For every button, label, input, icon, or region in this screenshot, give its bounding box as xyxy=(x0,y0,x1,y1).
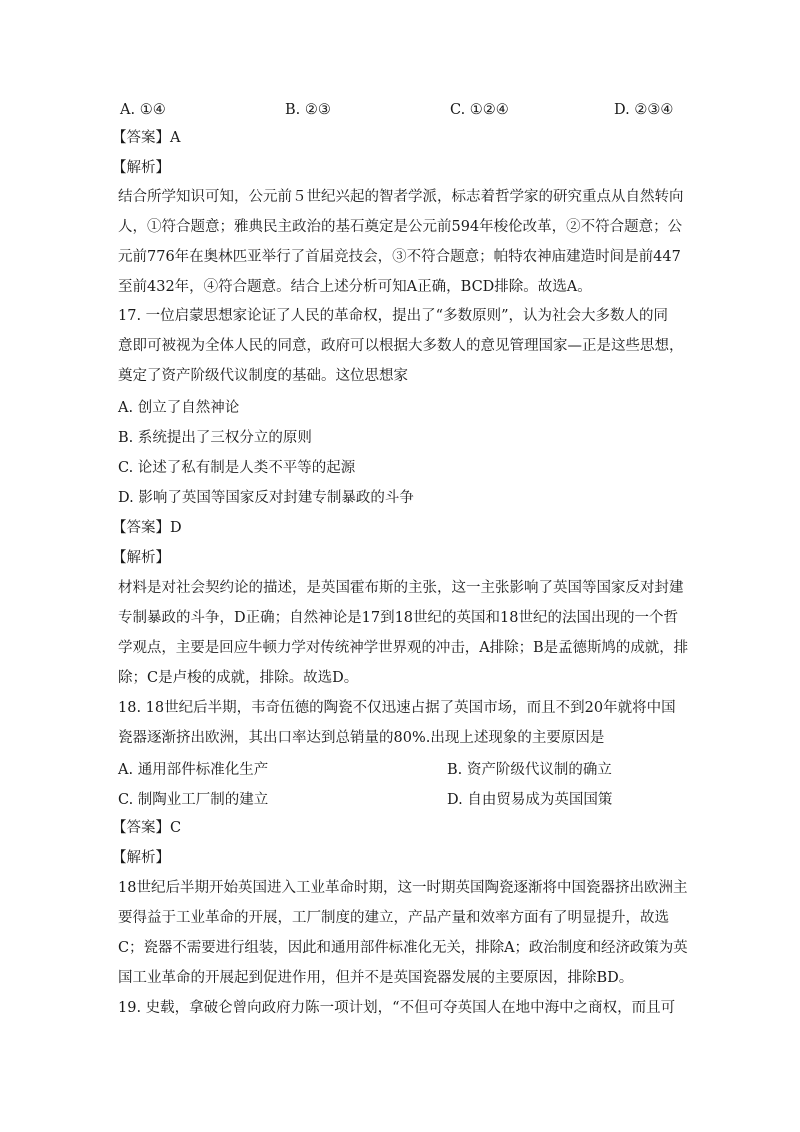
q16-option-b: B. ②③ xyxy=(285,102,331,118)
q18-option-a: A. 通用部件标准化生产 xyxy=(118,762,269,778)
q18-analysis-line: 18世纪后半期开始英国进入工业革命时期，这一时期英国陶瓷逐渐将中国瓷器挤出欧洲主 xyxy=(118,880,688,896)
q18-analysis-line: 国工业革命的开展起到促进作用，但并不是英国瓷器发展的主要原因，排除BD。 xyxy=(118,970,634,986)
q18-answer: 【答案】C xyxy=(112,820,182,836)
q18-analysis-line: 要得益于工业革命的开展，工厂制度的建立，产品产量和效率方面有了明显提升，故选 xyxy=(118,910,669,926)
q16-analysis-line: 元前776年在奥林匹亚举行了首届竞技会，③不符合题意；帕特农神庙建造时间是前447 xyxy=(118,249,681,265)
q17-option-a: A. 创立了自然神论 xyxy=(118,400,240,416)
q17-analysis-line: 专制暴政的斗争，D正确；自然神论是17到18世纪的英国和18世纪的法国出现的一个哲 xyxy=(118,610,678,626)
q17-stem-line: 17. 一位启蒙思想家论证了人民的革命权，提出了“多数原则”，认为社会大多数人的同 xyxy=(118,308,668,324)
q18-option-d: D. 自由贸易成为英国国策 xyxy=(447,792,613,808)
q16-analysis-line: 人，①符合题意；雅典民主政治的基石奠定是公元前594年梭伦改革，②不符合题意；公 xyxy=(118,219,683,235)
q17-option-d: D. 影响了英国等国家反对封建专制暴政的斗争 xyxy=(118,490,414,506)
q18-option-b: B. 资产阶级代议制的确立 xyxy=(447,762,612,778)
q17-analysis-label: 【解析】 xyxy=(112,550,170,566)
q16-analysis-line: 至前432年，④符合题意。结合上述分析可知A正确，BCD排除。故选A。 xyxy=(118,279,592,295)
q16-analysis-line: 结合所学知识可知，公元前５世纪兴起的智者学派，标志着哲学家的研究重点从自然转向 xyxy=(118,189,684,205)
q17-analysis-line: 材料是对社会契约论的描述，是英国霍布斯的主张，这一主张影响了英国等国家反对封建 xyxy=(118,580,684,596)
q18-option-c: C. 制陶业工厂制的建立 xyxy=(118,792,269,808)
q17-stem-line: 意即可被视为全体人民的同意，政府可以根据大多数人的意见管理国家—正是这些思想， xyxy=(118,338,684,354)
q18-analysis-label: 【解析】 xyxy=(112,850,170,866)
q17-option-c: C. 论述了私有制是人类不平等的起源 xyxy=(118,460,356,476)
q18-stem-line: 瓷器逐渐挤出欧洲，其出口率达到总销量的80%.出现上述现象的主要原因是 xyxy=(118,730,605,746)
q16-answer: 【答案】A xyxy=(112,130,181,146)
q16-option-d: D. ②③④ xyxy=(614,102,674,118)
q16-analysis-label: 【解析】 xyxy=(112,160,170,176)
q17-answer: 【答案】D xyxy=(112,520,182,536)
q19-stem-line: 19. 史载，拿破仑曾向政府力陈一项计划，“不但可夺英国人在地中海中之商权，而且可 xyxy=(118,1000,676,1016)
q16-option-c: C. ①②④ xyxy=(450,102,509,118)
q17-analysis-line: 学观点，主要是回应牛顿力学对传统神学世界观的冲击，A排除；B是孟德斯鸠的成就，排 xyxy=(118,640,689,656)
q17-option-b: B. 系统提出了三权分立的原则 xyxy=(118,430,312,446)
q18-analysis-line: C；瓷器不需要进行组装，因此和通用部件标准化无关，排除A；政治制度和经济政策为英 xyxy=(118,940,688,956)
q17-analysis-line: 除；C是卢梭的成就，排除。故选D。 xyxy=(118,670,359,686)
q17-stem-line: 奠定了资产阶级代议制度的基础。这位思想家 xyxy=(118,368,408,384)
q16-option-a: A. ①④ xyxy=(120,102,166,118)
q18-stem-line: 18. 18世纪后半期，韦奇伍德的陶瓷不仅迅速占据了英国市场，而且不到20年就将中国 xyxy=(118,700,676,716)
